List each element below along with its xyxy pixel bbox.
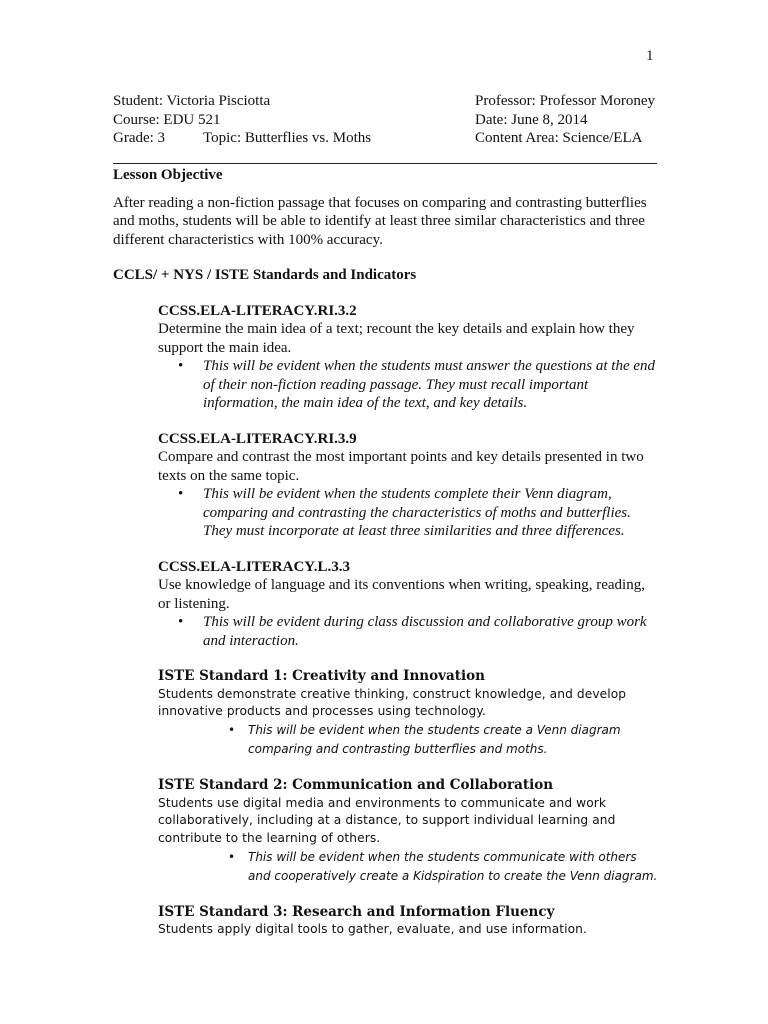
header-divider — [113, 163, 657, 164]
iste-standard-description: Students apply digital tools to gather, evaluate, and use information. — [158, 922, 587, 937]
evidence-list — [158, 848, 658, 886]
ccss-standard — [158, 430, 658, 541]
standard-description: Determine the main idea of a text; recount the key details and explain how they support the main idea. — [158, 321, 635, 356]
standard-code: CCSS.ELA-LITERACY.RI.3.9 — [158, 430, 357, 447]
evidence-text: This will be evident when the students complete their Venn diagram, comparing and contrasting the characteristics of moths and butterflies. They must incorporate at least three similarities and three differences. — [203, 486, 631, 539]
course-code: Course: EDU 521 — [113, 111, 221, 128]
evidence-text: This will be evident when the students communicate with others and cooperatively create a Kidspiration to create the Venn diagram. — [248, 849, 658, 883]
iste-standard-title: ISTE Standard 2: Communication and Collaboration — [158, 777, 554, 794]
evidence-text: This will be evident during class discussion and collaborative group work and interaction. — [203, 614, 647, 649]
standard-description: Use knowledge of language and its conventions when writing, speaking, reading, or listening. — [158, 577, 645, 612]
evidence-text: This will be evident when the students create a Venn diagram comparing and contrasting butterflies and moths. — [248, 723, 621, 757]
standard-code: CCSS.ELA-LITERACY.L.3.3 — [158, 558, 350, 575]
bullet-icon: • — [228, 723, 236, 738]
iste-standard-title: ISTE Standard 3: Research and Information Fluency — [158, 903, 555, 920]
student-name: Student: Victoria Pisciotta — [113, 93, 271, 109]
evidence-item — [228, 721, 658, 759]
bullet-icon: • — [228, 849, 236, 864]
ccss-standard — [158, 558, 658, 651]
evidence-list — [158, 485, 658, 541]
iste-standard-description: Students demonstrate creative thinking, construct knowledge, and develop innovative products and processes using technology. — [158, 686, 627, 719]
evidence-item — [178, 357, 658, 413]
lesson-topic: Topic: Butterflies vs. Moths — [203, 130, 372, 146]
iste-standard — [158, 776, 658, 886]
lesson-date: Date: June 8, 2014 — [475, 111, 588, 128]
bullet-icon: • — [178, 614, 184, 630]
page-number: 1 — [646, 48, 654, 64]
evidence-item — [178, 485, 658, 541]
ccss-standard — [158, 302, 658, 413]
evidence-text: This will be evident when the students must answer the questions at the end of their non-fiction reading passage. They must recall important information, the main idea of the text, and key details. — [203, 358, 656, 411]
document-body — [113, 166, 658, 939]
objective-text: After reading a non-fiction passage that focuses on comparing and contrasting butterflies and moths, students will be able to identify at least three similar characteristics and three different characteristics with 100% accuracy. — [113, 194, 647, 248]
grade-level: Grade: 3 — [113, 130, 166, 146]
standards-heading: CCLS/ + NYS / ISTE Standards and Indicators — [113, 267, 417, 283]
iste-standard — [158, 903, 658, 939]
professor-name: Professor: Professor Moroney — [475, 93, 655, 109]
evidence-list — [158, 357, 658, 413]
standard-code: CCSS.ELA-LITERACY.RI.3.2 — [158, 302, 357, 319]
iste-standard-title: ISTE Standard 1: Creativity and Innovation — [158, 668, 485, 684]
evidence-item — [228, 848, 658, 886]
ccss-standards — [158, 302, 658, 940]
iste-standard — [158, 667, 658, 759]
evidence-list — [158, 721, 658, 759]
document-header — [113, 92, 658, 148]
bullet-icon: • — [178, 486, 184, 502]
evidence-list — [158, 613, 658, 650]
standard-description: Compare and contrast the most important points and key details presented in two texts on the same topic. — [158, 449, 644, 484]
evidence-item — [178, 613, 658, 650]
content-area: Content Area: Science/ELA — [475, 130, 643, 146]
iste-standard-description: Students use digital media and environments to communicate and work collaboratively, including at a distance, to support individual learning and contribute to the learning of others. — [158, 795, 616, 846]
objective-heading: Lesson Objective — [113, 167, 223, 183]
bullet-icon: • — [178, 358, 184, 374]
